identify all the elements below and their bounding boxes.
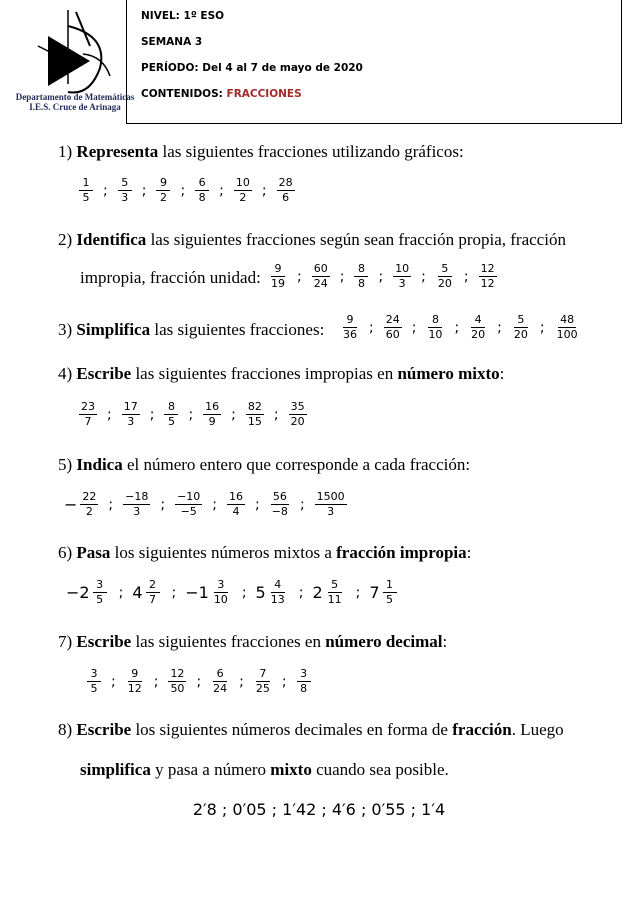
numerator: 1 — [79, 176, 93, 191]
denominator: 20 — [471, 328, 486, 341]
denominator: 24 — [213, 682, 228, 695]
numerator: 6 — [195, 176, 209, 191]
fraction — [195, 176, 209, 205]
numerator: 5 — [118, 176, 132, 191]
separator: ; — [141, 182, 147, 199]
separator: ; — [411, 319, 417, 336]
exercise-7 — [58, 632, 447, 652]
exercise-number: 4) — [58, 364, 77, 383]
separator: ; — [355, 584, 361, 601]
fraction — [254, 667, 272, 696]
fraction — [341, 313, 359, 342]
denominator: 3 — [127, 415, 135, 428]
exercise-text: los siguientes números mixtos a — [110, 543, 337, 562]
separator: ; — [180, 182, 186, 199]
numerator: 9 — [271, 262, 285, 277]
denominator: 8 — [198, 191, 206, 204]
semana-text: SEMANA 3 — [141, 36, 203, 48]
exercise-verb: Escribe — [76, 364, 132, 383]
denominator: 5 — [386, 593, 394, 606]
exercise-verb: Escribe — [76, 632, 132, 651]
decimal-numbers: 2′8 ; 0′05 ; 1′42 ; 4′6 ; 0′55 ; 1′4 — [192, 800, 446, 819]
separator: ; — [239, 673, 244, 690]
numerator: 12 — [170, 667, 185, 680]
exercise-end: : — [466, 543, 472, 562]
exercise-text: las siguientes fracciones impropias en — [131, 364, 398, 383]
separator: ; — [273, 406, 279, 423]
fraction — [211, 667, 229, 696]
exercise-text: las siguientes fracciones en — [131, 632, 326, 651]
fraction — [122, 400, 140, 429]
separator: ; — [378, 268, 384, 285]
fraction — [269, 262, 287, 291]
separator: ; — [339, 268, 345, 285]
fraction — [156, 176, 170, 205]
fraction — [168, 667, 186, 696]
separator: ; — [255, 496, 260, 513]
fraction — [354, 262, 368, 291]
separator: ; — [369, 319, 374, 336]
fraction — [212, 578, 230, 607]
exercise-text: los siguientes números decimales en forma de — [131, 720, 453, 739]
minus-sign: − — [64, 495, 78, 514]
fraction — [227, 490, 245, 519]
fraction — [270, 490, 290, 519]
denominator: 5 — [167, 415, 175, 428]
fraction — [289, 400, 307, 429]
numerator: −18 — [125, 490, 149, 503]
exercise-verb: Escribe — [76, 720, 132, 739]
mixed-number — [312, 578, 346, 607]
separator: ; — [103, 182, 108, 199]
denominator: 13 — [270, 593, 285, 606]
separator: ; — [297, 268, 302, 285]
denominator: 12 — [127, 682, 142, 695]
separator: ; — [454, 319, 460, 336]
mixed-number — [132, 578, 162, 607]
fraction — [123, 490, 150, 519]
numerator: 1 — [383, 578, 397, 593]
denominator: 4 — [232, 505, 240, 518]
numerator: 22 — [82, 490, 97, 503]
whole-part: 2 — [312, 583, 323, 602]
school-name: I.E.S. Cruce de Arinaga — [29, 102, 121, 112]
numerator: 3 — [297, 667, 311, 682]
numerator: 60 — [313, 262, 328, 275]
separator: ; — [261, 182, 267, 199]
numerator: 28 — [278, 176, 293, 189]
mixed-number — [185, 578, 233, 607]
numerator: 10 — [395, 262, 410, 275]
separator: ; — [196, 673, 202, 690]
exercise-2 — [58, 230, 566, 250]
exercise-1 — [58, 142, 464, 162]
numerator: 9 — [156, 176, 170, 191]
denominator: 11 — [327, 593, 342, 606]
exercise-4 — [58, 364, 504, 384]
separator: ; — [219, 182, 224, 199]
denominator: 19 — [271, 277, 285, 290]
whole-part: 5 — [255, 583, 266, 602]
denominator: 36 — [343, 328, 357, 341]
numerator: 1500 — [316, 490, 345, 503]
exercise-keyword: mixto — [270, 760, 312, 779]
exercise-keyword: fracción impropia — [336, 543, 467, 562]
fraction — [384, 313, 402, 342]
numerator: 5 — [514, 313, 528, 328]
fraction — [277, 176, 295, 205]
exercise-number: 5) — [58, 455, 77, 474]
numerator: 7 — [256, 667, 270, 682]
numerator: 8 — [164, 400, 178, 415]
exercise-8 — [58, 720, 564, 740]
separator: ; — [231, 406, 236, 423]
exercise-keyword: número mixto — [397, 364, 500, 383]
separator: ; — [212, 496, 217, 513]
nivel-text: NIVEL: 1º ESO — [141, 10, 225, 22]
numerator: 9 — [128, 667, 142, 682]
numerator: −10 — [177, 490, 201, 503]
whole-part: 4 — [132, 583, 143, 602]
fractions-row-2 — [266, 262, 500, 291]
exercise-verb: Simplifica — [76, 320, 151, 339]
exercise-number: 1) — [58, 142, 77, 161]
denominator: 5 — [90, 682, 98, 695]
numerator: 3 — [93, 578, 107, 593]
denominator: 10 — [428, 328, 443, 341]
exercise-verb: Pasa — [76, 543, 111, 562]
fractions-row-7 — [84, 667, 314, 696]
denominator: 8 — [300, 682, 308, 695]
separator: ; — [298, 584, 304, 601]
numerator: 35 — [290, 400, 305, 413]
numerator: 8 — [428, 313, 442, 328]
fraction — [383, 578, 397, 607]
denominator: 15 — [247, 415, 262, 428]
contenidos-value: FRACCIONES — [226, 88, 302, 100]
fraction — [87, 667, 101, 696]
whole-part: −2 — [66, 583, 90, 602]
denominator: 3 — [121, 191, 129, 204]
exercise-verb: Identifica — [76, 230, 147, 249]
fraction — [118, 176, 132, 205]
numerator: 24 — [385, 313, 400, 326]
numerator: 48 — [560, 313, 575, 326]
fraction — [512, 313, 530, 342]
numerator: 10 — [235, 176, 250, 189]
exercise-end: cuando sea posible. — [311, 760, 449, 779]
denominator: 9 — [208, 415, 216, 428]
numerator: 56 — [272, 490, 287, 503]
exercise-end: : — [499, 364, 505, 383]
exercise-text: las siguientes fracciones utilizando gráficos: — [158, 142, 464, 161]
periodo-text: PERÍODO: Del 4 al 7 de mayo de 2020 — [141, 62, 363, 74]
denominator: 8 — [357, 277, 365, 290]
exercise-5 — [58, 455, 470, 475]
separator: ; — [118, 584, 124, 601]
fraction — [436, 262, 454, 291]
numerator: 3 — [214, 578, 228, 593]
numerator: 6 — [213, 667, 227, 682]
contenidos-text — [141, 88, 607, 101]
fractions-row-5 — [77, 490, 349, 519]
numerator: 3 — [87, 667, 101, 682]
exercise-6 — [58, 543, 471, 563]
exercise-8-line-2 — [80, 760, 449, 780]
numerator: 12 — [480, 262, 495, 275]
numerator: 16 — [205, 400, 220, 413]
denominator: 7 — [84, 415, 92, 428]
exercise-keyword: fracción — [452, 720, 512, 739]
mixed-number — [369, 578, 399, 607]
fraction — [146, 578, 160, 607]
denominator: 12 — [480, 277, 495, 290]
denominator: 2 — [239, 191, 247, 204]
fraction — [326, 578, 344, 607]
fraction — [312, 262, 330, 291]
department-caption — [6, 92, 144, 112]
exercise-end: . Luego — [511, 720, 564, 739]
exercise-end: : — [442, 632, 448, 651]
separator: ; — [171, 584, 177, 601]
fractions-row-4 — [76, 400, 310, 429]
separator: ; — [160, 496, 166, 513]
exercise-text: el número entero que corresponde a cada fracción: — [122, 455, 471, 474]
denominator: 25 — [255, 682, 270, 695]
fractions-row-5-wrap — [64, 490, 350, 519]
exercise-text: las siguientes fracciones según sean fracción propia, fracción — [146, 230, 566, 249]
fraction — [315, 490, 347, 519]
denominator: −5 — [180, 505, 197, 518]
mixed-number — [66, 578, 110, 607]
separator: ; — [241, 584, 247, 601]
separator: ; — [149, 406, 155, 423]
denominator: 20 — [290, 415, 305, 428]
denominator: 20 — [437, 277, 452, 290]
separator: ; — [539, 319, 545, 336]
separator: ; — [497, 319, 502, 336]
separator: ; — [281, 673, 287, 690]
separator: ; — [299, 496, 305, 513]
fraction — [479, 262, 497, 291]
fraction — [297, 667, 311, 696]
fraction — [246, 400, 264, 429]
numerator: 5 — [438, 262, 452, 277]
fraction — [269, 578, 287, 607]
exercise-verb: Indica — [76, 455, 123, 474]
department-name: Departamento de Matemáticas — [15, 92, 135, 102]
denominator: 7 — [149, 593, 156, 606]
fraction — [164, 400, 178, 429]
whole-part: −1 — [185, 583, 209, 602]
whole-part: 7 — [369, 583, 380, 602]
fraction — [393, 262, 411, 291]
exercise-number: 3) — [58, 320, 77, 339]
denominator: 2 — [159, 191, 167, 204]
numerator: 17 — [123, 400, 138, 413]
denominator: 60 — [385, 328, 400, 341]
exercise-number: 6) — [58, 543, 77, 562]
fraction — [93, 578, 107, 607]
fraction — [234, 176, 252, 205]
exercise-verb: Representa — [76, 142, 159, 161]
exercise-number: 8) — [58, 720, 77, 739]
separator: ; — [463, 268, 469, 285]
separator: ; — [421, 268, 426, 285]
fraction — [79, 176, 93, 205]
denominator: 6 — [282, 191, 290, 204]
header-info-box — [126, 0, 622, 124]
separator: ; — [107, 406, 112, 423]
fraction — [79, 400, 97, 429]
numerator: 8 — [354, 262, 368, 277]
exercise-keyword: número decimal — [325, 632, 443, 651]
numerator: 16 — [229, 490, 243, 503]
numerator: 4 — [271, 578, 285, 593]
denominator: −8 — [271, 505, 288, 518]
fraction — [126, 667, 144, 696]
denominator: 3 — [133, 505, 141, 518]
numerator: 5 — [328, 578, 342, 593]
exercise-text: y pasa a número — [150, 760, 271, 779]
separator: ; — [108, 496, 114, 513]
numerator: 23 — [81, 400, 95, 413]
mixed-numbers-row — [64, 578, 402, 607]
fraction — [555, 313, 580, 342]
exercise-number: 2) — [58, 230, 77, 249]
separator: ; — [111, 673, 116, 690]
fraction — [426, 313, 444, 342]
denominator: 5 — [96, 593, 104, 606]
fraction — [469, 313, 487, 342]
exercise-number: 7) — [58, 632, 77, 651]
denominator: 2 — [85, 505, 93, 518]
exercise-text: las siguientes fracciones: — [150, 320, 325, 339]
numerator: 82 — [247, 400, 262, 413]
fraction — [203, 400, 221, 429]
denominator: 10 — [213, 593, 228, 606]
separator: ; — [188, 406, 194, 423]
contenidos-label: CONTENIDOS: — [141, 88, 227, 100]
denominator: 50 — [170, 682, 185, 695]
numerator: 4 — [471, 313, 485, 328]
mixed-number — [256, 578, 290, 607]
fraction — [80, 490, 98, 519]
denominator: 3 — [327, 505, 335, 518]
exercise-2-line-2: impropia, fracción unidad: — [80, 268, 261, 287]
exercise-keyword: simplifica — [80, 760, 151, 779]
denominator: 24 — [313, 277, 328, 290]
exercise-3 — [58, 320, 324, 340]
fraction — [175, 490, 202, 519]
denominator: 20 — [513, 328, 528, 341]
denominator: 100 — [556, 328, 578, 341]
numerator: 2 — [146, 578, 160, 593]
separator: ; — [153, 673, 159, 690]
numerator: 9 — [343, 313, 357, 328]
denominator: 3 — [398, 277, 406, 290]
denominator: 5 — [82, 191, 90, 204]
fractions-row-1 — [76, 176, 298, 205]
fractions-row-3 — [338, 313, 583, 342]
